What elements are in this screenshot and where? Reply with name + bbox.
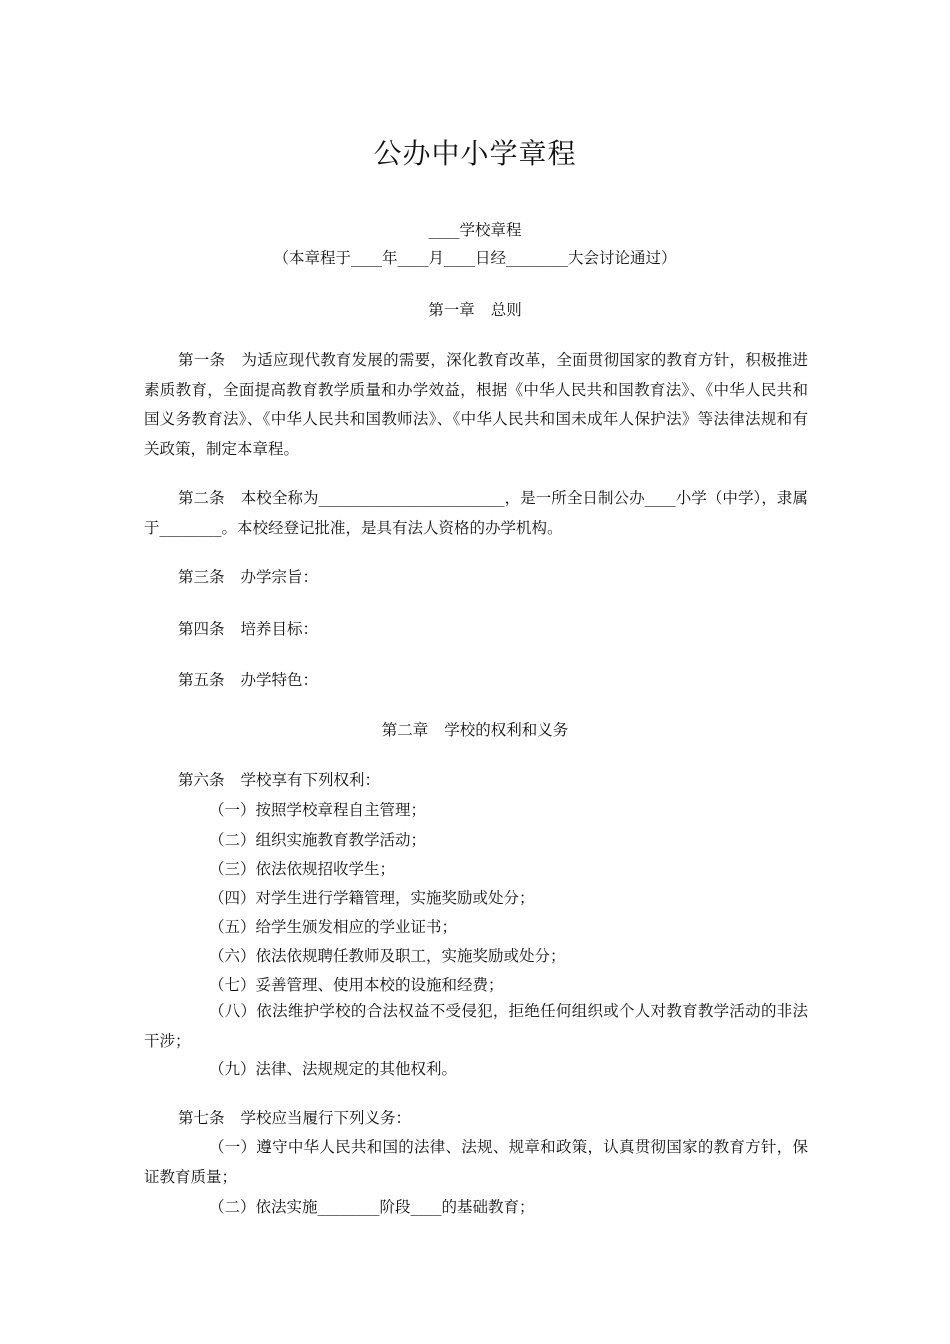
- chapter-1-number: 第一章: [428, 301, 475, 319]
- article-4-text: 培养目标：: [240, 620, 319, 638]
- article-1: [144, 346, 808, 464]
- article-7-item-2: （二）依法实施________阶段____的基础教育；: [209, 1198, 535, 1216]
- article-3: [144, 563, 808, 591]
- chapter-2-number: 第二章: [381, 721, 429, 739]
- article-6-item-9: （九）法律、法规规定的其他权利。: [209, 1060, 458, 1078]
- article-6-item-3: （三）依法依规招收学生；: [209, 860, 396, 878]
- chapter-2-name: 学校的权利和义务: [444, 721, 569, 739]
- article-6-item-6: （六）依法依规聘任教师及职工，实施奖励或处分；: [209, 947, 566, 965]
- adoption-note: （本章程于____年____月____日经________大会讨论通过）: [273, 249, 677, 267]
- article-7-text: 学校应当履行下列义务：: [240, 1109, 412, 1127]
- chapter-1-heading: [0, 298, 950, 322]
- article-7-label: 第七条: [178, 1109, 225, 1127]
- article-3-text: 办学宗旨：: [240, 568, 319, 586]
- article-5-label: 第五条: [178, 671, 225, 689]
- article-2-text: 本校全称为________________________，是一所全日制公办____小学（中学），隶属于________。本校经登记批准，是具有法人资格的办学机构。: [144, 489, 808, 537]
- chapter-2-heading: [0, 718, 950, 742]
- document-subtitle: ____学校章程: [428, 221, 522, 239]
- article-2: [144, 484, 808, 543]
- article-6: [144, 766, 808, 794]
- article-5: [144, 666, 808, 694]
- article-6-item-8: （八）依法维护学校的合法权益不受侵犯，拒绝任何组织或个人对教育教学活动的非法干涉；: [144, 1002, 808, 1050]
- article-1-label: 第一条: [178, 351, 226, 369]
- document-title: 公办中小学章程: [373, 137, 577, 170]
- article-4: [144, 615, 808, 643]
- article-6-item-1: （一）按照学校章程自主管理；: [209, 801, 427, 819]
- article-7: [144, 1104, 808, 1132]
- chapter-1-name: 总则: [490, 301, 522, 319]
- article-6-text: 学校享有下列权利：: [240, 771, 381, 789]
- article-6-item-2: （二）组织实施教育教学活动；: [209, 831, 427, 849]
- article-3-label: 第三条: [178, 568, 225, 586]
- article-5-text: 办学特色：: [240, 671, 319, 689]
- article-2-label: 第二条: [178, 489, 225, 507]
- article-1-text: 为适应现代教育发展的需要，深化教育改革，全面贯彻国家的教育方针，积极推进素质教育，全面提高教育教学质量和办学效益，根据《中华人民共和国教育法》、《中华人民共和国义务教育法》、《中华人民共和国教师法》、《中华人民共和国未成年人保护法》等法律法规和有关政策，制定本章程。: [144, 351, 808, 458]
- article-6-item-5: （五）给学生颁发相应的学业证书；: [209, 918, 458, 936]
- article-4-label: 第四条: [178, 620, 225, 638]
- article-6-item-7: （七）妥善管理、使用本校的设施和经费；: [209, 976, 504, 994]
- article-6-label: 第六条: [178, 771, 225, 789]
- article-7-item-1: （一）遵守中华人民共和国的法律、法规、规章和政策，认真贯彻国家的教育方针，保证教育质量；: [144, 1138, 808, 1186]
- article-6-item-4: （四）对学生进行学籍管理，实施奖励或处分；: [209, 889, 535, 907]
